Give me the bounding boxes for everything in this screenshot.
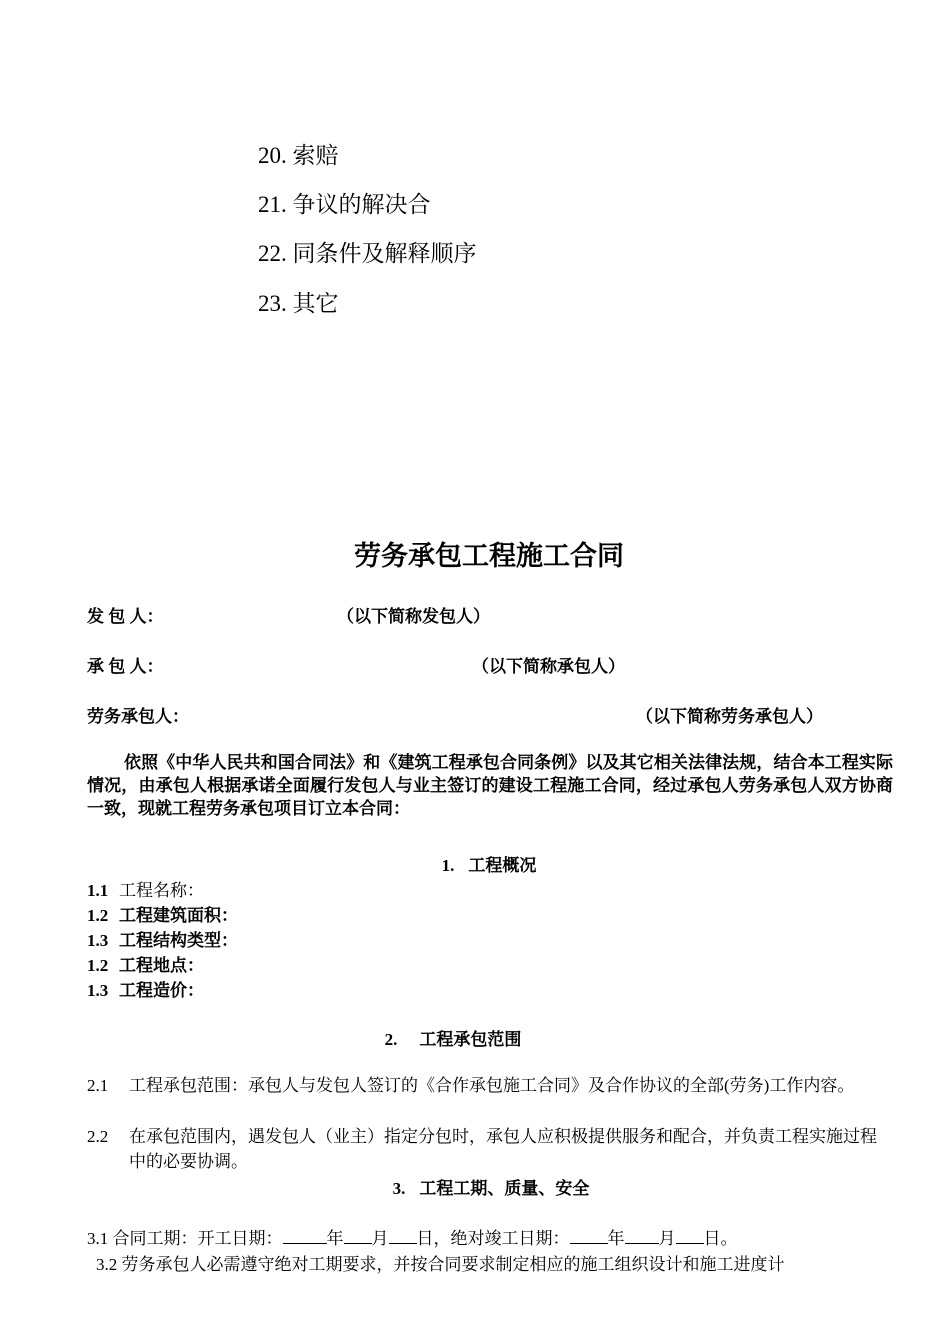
toc-item-22: 22. 同条件及解释顺序: [258, 241, 477, 266]
section-1-item: [87, 926, 238, 951]
start-year-blank: [283, 1227, 327, 1244]
section-2-item: [87, 1124, 887, 1174]
labor-contractor-note: （以下简称劳务承包人）: [636, 707, 823, 726]
section-2-number: 2.: [384, 1030, 398, 1049]
item-label: 工程名称：: [119, 881, 204, 900]
start-day-blank: [389, 1227, 417, 1244]
month-label: 月: [658, 1229, 676, 1248]
section-3-item-2: [96, 1250, 785, 1275]
item-label: 工程建筑面积：: [119, 906, 238, 925]
section-3-item-1: [87, 1224, 738, 1249]
day-label: 日。: [703, 1229, 738, 1248]
section-2-title: 工程承包范围: [419, 1030, 522, 1049]
year-label: 年: [607, 1229, 625, 1248]
toc-item-23: 23. 其它: [258, 291, 339, 316]
start-month-blank: [344, 1227, 372, 1244]
item-label: 工程造价：: [119, 981, 204, 1000]
item-text: 在承包范围内，遇发包人（业主）指定分包时，承包人应积极提供服务和配合，并负责工程实施过程中的必要协调。: [129, 1127, 877, 1171]
end-month-blank: [625, 1227, 659, 1244]
item-number: 1.1: [87, 881, 109, 900]
section-2-item: [87, 1073, 887, 1098]
section-1-item: [87, 876, 204, 901]
end-year-blank: [570, 1227, 608, 1244]
item-label: 合同工期：开工日期：: [112, 1229, 283, 1248]
issuer-label: 发 包 人：: [87, 607, 164, 626]
toc-item-20: 20. 索赔: [258, 143, 339, 168]
section-1-item: [87, 951, 204, 976]
section-3-heading: [0, 1174, 950, 1199]
contractor-label: 承 包 人：: [87, 657, 164, 676]
item-text: 劳务承包人必需遵守绝对工期要求，并按合同要求制定相应的施工组织设计和施工进度计: [121, 1255, 785, 1274]
section-3-number: 3.: [392, 1179, 406, 1198]
issuer-note: （以下简称发包人）: [337, 607, 490, 626]
item-number: 1.3: [87, 931, 109, 950]
labor-contractor-label: 劳务承包人：: [87, 707, 189, 726]
year-label: 年: [326, 1229, 344, 1248]
item-label: 工程地点：: [119, 956, 204, 975]
item-number: 1.2: [87, 906, 109, 925]
section-1-item: [87, 976, 204, 1001]
contract-title: 劳务承包工程施工合同: [354, 541, 624, 571]
item-number: 2.2: [87, 1127, 109, 1146]
item-number: 1.3: [87, 981, 109, 1000]
item-number: 1.2: [87, 956, 109, 975]
intro-paragraph: 依照《中华人民共和国合同法》和《建筑工程承包合同条例》以及其它相关法律法规，结合本工程实际情况，由承包人根据承诺全面履行发包人与业主签订的建设工程施工合同，经过承包人劳务承包人双方协商一致，现就工程劳务承包项目订立本合同：: [87, 753, 893, 818]
contractor-note: （以下简称承包人）: [472, 657, 625, 676]
section-3-title: 工程工期、质量、安全: [419, 1179, 590, 1198]
section-2-heading: [0, 1025, 906, 1050]
section-1-number: 1.: [441, 856, 455, 875]
item-number: 3.1: [87, 1229, 109, 1248]
day-label: 日，绝对竣工日期：: [416, 1229, 570, 1248]
section-1-heading: [0, 851, 950, 876]
item-number: 3.2: [96, 1255, 118, 1274]
end-day-blank: [676, 1227, 704, 1244]
section-1-item: [87, 901, 238, 926]
month-label: 月: [371, 1229, 389, 1248]
item-text: 工程承包范围：承包人与发包人签订的《合作承包施工合同》及合作协议的全部(劳务)工作内容。: [129, 1076, 855, 1095]
item-number: 2.1: [87, 1076, 109, 1095]
toc-item-21: 21. 争议的解决合: [258, 192, 431, 217]
section-1-title: 工程概况: [468, 856, 537, 875]
item-label: 工程结构类型：: [119, 931, 238, 950]
